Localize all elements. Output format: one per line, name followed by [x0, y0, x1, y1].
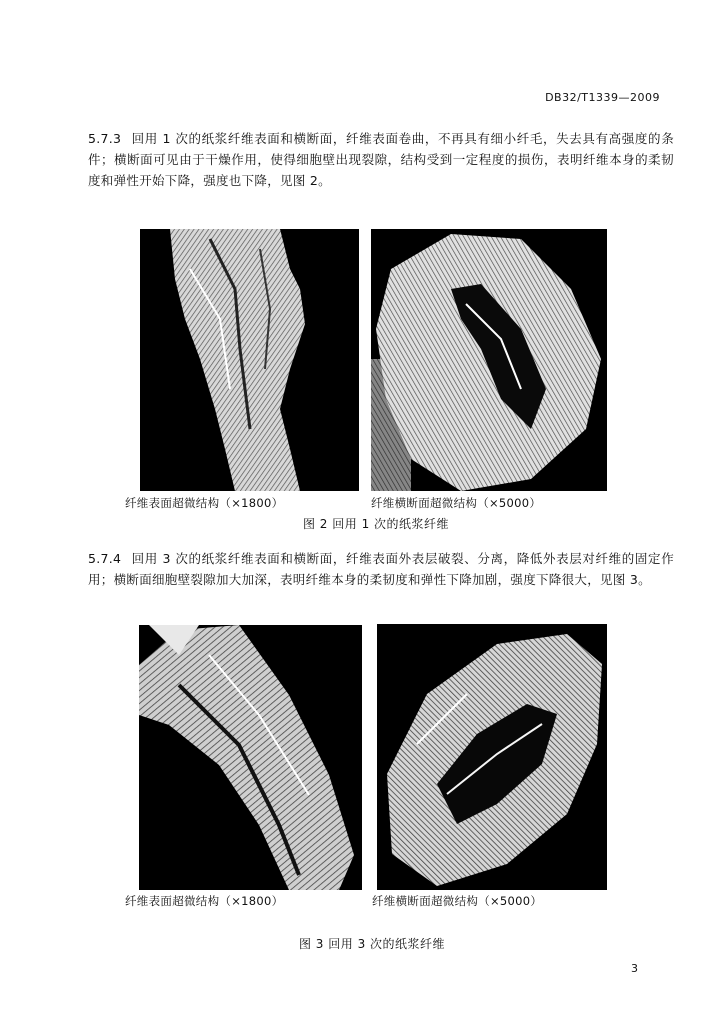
figure2-title: 图 2 回用 1 次的纸浆纤维 — [302, 517, 450, 531]
paragraph-5-7-3 — [88, 128, 674, 191]
paragraph-text: 回用 3 次的纸浆纤维表面和横断面，纤维表面外表层破裂、分离，降低外表层对纤维的固定作用；横断面细胞壁裂隙加大加深，表明纤维本身的柔韧度和弹性下降加剧，强度下降很大，见图 3。 — [88, 551, 674, 587]
clause-number: 5.7.3 — [88, 131, 122, 146]
sem-image-fiber-surface-fig2 — [140, 229, 359, 491]
page-number: 3 — [631, 962, 638, 975]
figure3-title: 图 3 回用 3 次的纸浆纤维 — [298, 937, 446, 951]
paragraph-text: 回用 1 次的纸浆纤维表面和横断面，纤维表面卷曲，不再具有细小纤毛，失去具有高强度的条件；横断面可见由于干燥作用，使得细胞壁出现裂隙，结构受到一定程度的损伤，表明纤维本身的柔韧度和弹性开始下降，强度也下降，见图 2。 — [88, 131, 674, 188]
figure3-left-caption: 纤维表面超微结构（×1800） — [125, 894, 284, 908]
sem-image-fiber-surface-fig3 — [139, 625, 362, 890]
figure3-right-caption: 纤维横断面超微结构（×5000） — [372, 894, 543, 908]
sem-image-fiber-cross-section-fig2 — [371, 229, 607, 491]
figure2-left-caption: 纤维表面超微结构（×1800） — [125, 496, 284, 510]
clause-number: 5.7.4 — [88, 551, 122, 566]
sem-image-fiber-cross-section-fig3 — [377, 624, 607, 890]
figure2-right-caption: 纤维横断面超微结构（×5000） — [371, 496, 542, 510]
standard-code: DB32/T1339—2009 — [545, 91, 660, 104]
paragraph-5-7-4 — [88, 548, 674, 590]
